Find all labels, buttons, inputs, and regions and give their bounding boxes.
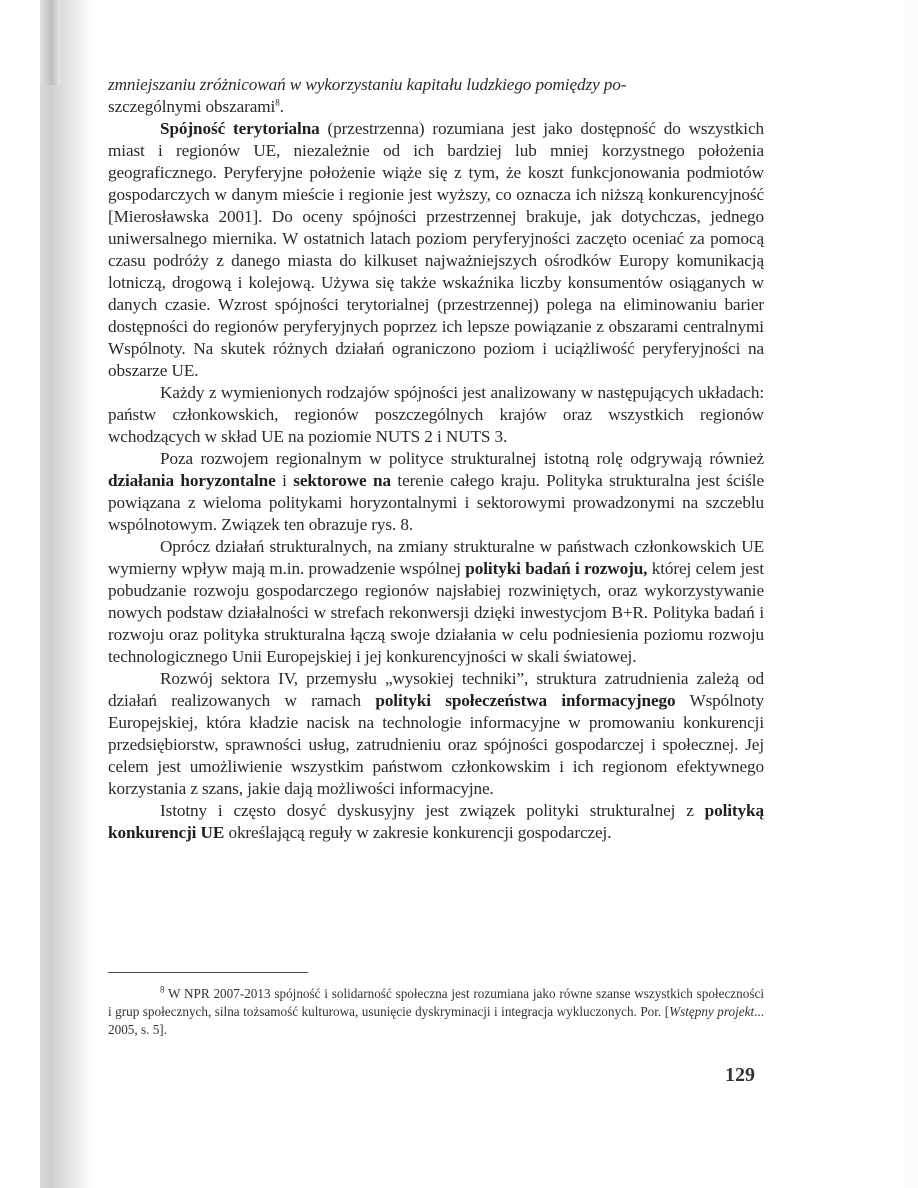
text-run: Każdy z wymienionych rodzajów spójności jest analizowany w następujących układach: państw członkowskich, regionów poszczególnych krajów oraz wszystkich regionów wchodzących w skład UE na poziomie NUTS 2 i NUTS 3. — [108, 383, 764, 446]
bold-term: polityki badań i rozwoju, — [465, 559, 648, 578]
bold-term: sektorowe na — [293, 471, 391, 490]
text-run: Wspólnoty Europejskiej, która kładzie nacisk na technologie informacyjne w promowaniu konkurencji przedsiębiorstw, sprawności usług, zatrudnieniu oraz spójności gospodarczej i społecznej. Jej celem jest umożliwienie wszystkim państwom członkowskim i ich regionom efektywnego korzystania z szans, jakie dają możliwości informacyjne. — [108, 691, 764, 798]
text-run: Oprócz działań strukturalnych, na zmiany strukturalne w państwach członkowskich UE wymierny wpływ mają m.in. prowadzenie wspólnej — [108, 537, 764, 578]
text-run: Poza rozwojem regionalnym w polityce strukturalnej istotną rolę odgrywają również — [160, 449, 764, 468]
footnote-separator — [108, 972, 308, 973]
bold-term: Spójność terytorialna — [160, 119, 320, 138]
text-run: szczególnymi obszarami — [108, 97, 276, 116]
footnote-reference: 8 — [275, 97, 280, 108]
text-run: terenie całego kraju. Polityka strukturalna jest ściśle powiązana z wieloma politykami horyzontalnymi i sektorowymi prowadzonymi na szczeblu wspólnotowym. Związek ten obrazuje rys. 8. — [108, 471, 765, 534]
text-run: określającą reguły w zakresie konkurencji gospodarczej. — [224, 823, 612, 842]
bold-term: polityki społeczeństwa informacyjnego — [375, 691, 676, 710]
text-run: i — [275, 471, 294, 490]
text-run: ... 2005, s. 5]. — [108, 1004, 765, 1037]
text-run: Istotny i często dosyć dyskusyjny jest związek polityki strukturalnej z — [160, 801, 705, 820]
text-run: Rozwój sektora IV, przemysłu „wysokiej techniki”, struktura zatrudnienia zależą od działań realizowanych w ramach — [108, 669, 764, 710]
bold-term: działania horyzontalne — [108, 471, 276, 490]
text-run: której celem jest pobudzanie rozwoju gospodarczego regionów najsłabiej rozwiniętych, oraz wykorzystywanie nowych podstaw działalności w strefach rekonwersji dzięki inwestycjom B+R. Polityka badań i rozwoju oraz polityka strukturalna łączą swoje działania w celu podniesienia poziomu rozwoju technologicznego Unii Europejskiej i jej konkurencyjności w skali światowej. — [108, 559, 764, 666]
scan-right-edge — [878, 0, 918, 1188]
text-run: . — [279, 97, 284, 116]
footnote — [108, 985, 764, 1039]
paragraph-research-policy — [108, 536, 764, 668]
scan-binding-shadow-top — [40, 0, 60, 85]
italic-text: zmniejszaniu zróżnicowań w wykorzystaniu kapitału ludzkiego pomiędzy po- — [108, 75, 627, 94]
paragraph-territorial-cohesion — [108, 118, 764, 382]
italic-text: Wstępny projekt — [669, 1004, 755, 1019]
text-run: W NPR 2007-2013 spójność i solidarność społeczna jest rozumiana jako równe szanse wszystkich społeczności i grup społecznych, silna tożsamość kulturowa, usunięcie dyskryminacji i integracja wykluczonych. Por. [ — [108, 986, 764, 1019]
page-number: 129 — [725, 1064, 755, 1086]
paragraph-information-society — [108, 668, 764, 800]
text-run: (przestrzenna) rozumiana jest jako dostępność do wszystkich miast i regionów UE, niezależnie od ich bardziej lub mniej korzystnego położenia geograficznego. Peryferyjne położenie wiąże się z tym, że koszt funkcjonowania podmiotów gospodarczych w danym mieście i regionie jest wyższy, co oznacza ich niższą konkurencyjność [Mierosławska 2001]. Do oceny spójności przestrzennej brakuje, jak dotychczas, jednego uniwersalnego miernika. W ostatnich latach poziom peryferyjności zaczęto oceniać za pomocą czasu podróży z danego miasta do kilkuset najważniejszych ośrodków Europy komunikacją lotniczą, drogową i kolejową. Używa się także wskaźnika liczby konsumentów osiąganych w danych czasie. Wzrost spójności terytorialnej (przestrzennej) polega na eliminowaniu barier dostępności do regionów peryferyjnych poprzez ich lepsze powiązanie z obszarami centralnymi Wspólnoty. Na skutek różnych działań ograniczono poziom i uciążliwość peryferyjności na obszarze UE. — [108, 119, 764, 380]
paragraph-continuation — [108, 74, 764, 118]
footnote-8 — [108, 985, 764, 1039]
footnote-marker: 8 — [160, 984, 165, 995]
paragraph-horizontal-actions — [108, 448, 764, 536]
page-body — [108, 74, 764, 844]
scan-binding-shadow — [40, 0, 92, 1188]
paragraph-cohesion-levels — [108, 382, 764, 448]
bold-term: polityką konkurencji UE — [108, 801, 764, 842]
paragraph-competition-policy — [108, 800, 764, 844]
